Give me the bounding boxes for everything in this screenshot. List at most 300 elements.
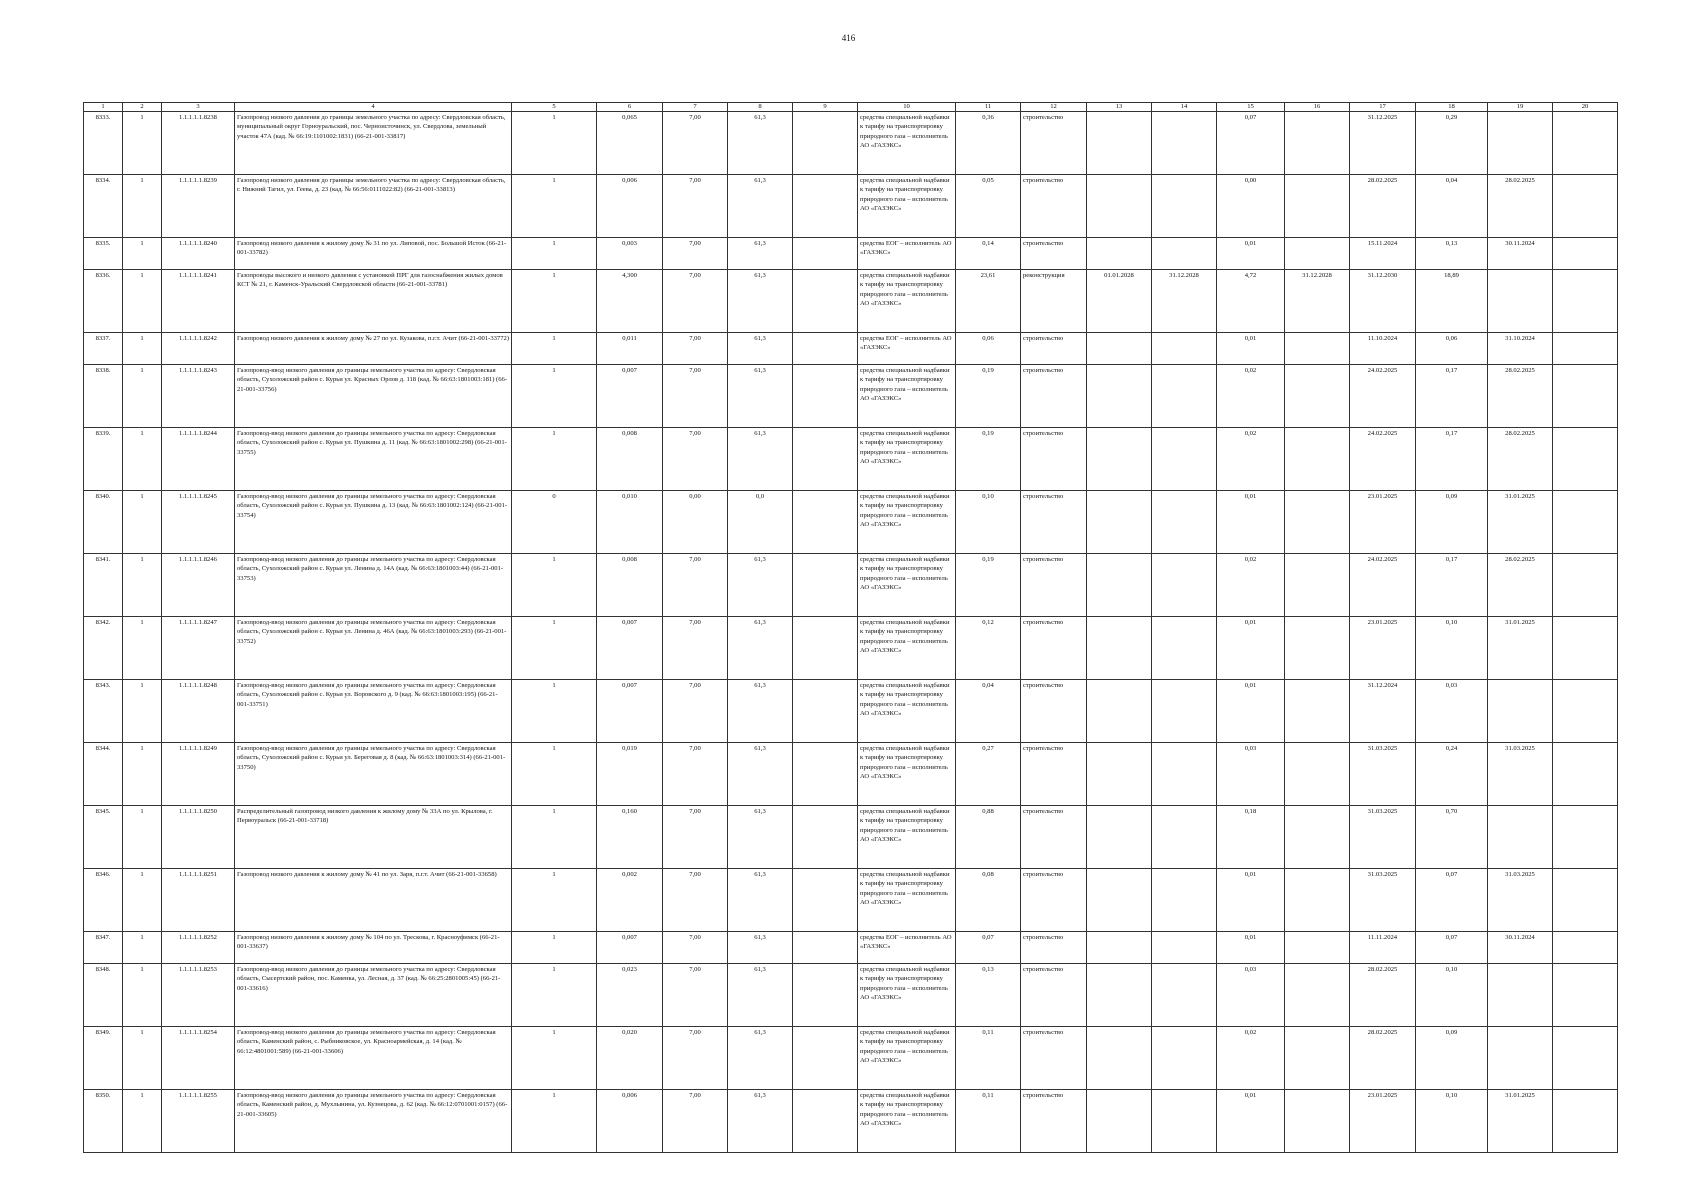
col-19: [1488, 964, 1553, 1027]
col-8: 61,3: [728, 270, 793, 333]
col-18: 0,03: [1416, 680, 1488, 743]
funding-source: средства специальной надбавки к тарифу на транспортировку природного газа – исполнитель АО «ГАЗЭКС»: [858, 806, 956, 869]
cost: 23,61: [956, 270, 1021, 333]
col-2: 1: [123, 428, 162, 491]
col-9: [793, 333, 858, 365]
work-type: строительство: [1021, 964, 1087, 1027]
col-19: [1488, 806, 1553, 869]
col-15: 0,02: [1217, 428, 1285, 491]
col-16: [1285, 333, 1350, 365]
cost: 0,19: [956, 365, 1021, 428]
table-row: [84, 112, 1618, 175]
row-number: 8348.: [84, 964, 123, 1027]
funding-source: средства специальной надбавки к тарифу на транспортировку природного газа – исполнитель АО «ГАЗЭКС»: [858, 743, 956, 806]
row-number: 8336.: [84, 270, 123, 333]
col-2: 1: [123, 554, 162, 617]
col-15: 0,02: [1217, 1027, 1285, 1090]
col-20: [1553, 932, 1618, 964]
col-16: [1285, 743, 1350, 806]
col-9: [793, 428, 858, 491]
col-2: 1: [123, 175, 162, 238]
start-date: [1087, 743, 1152, 806]
col-20: [1553, 112, 1618, 175]
col-5: 1: [512, 365, 597, 428]
table-row: [84, 617, 1618, 680]
object-code: 1.1.1.1.1.8255: [162, 1090, 235, 1153]
col-5: 0: [512, 491, 597, 554]
col-16: [1285, 1090, 1350, 1153]
col-18: 0,17: [1416, 554, 1488, 617]
start-date: [1087, 680, 1152, 743]
end-date: [1152, 1090, 1217, 1153]
end-date: [1152, 554, 1217, 617]
object-name: Газопровод-ввод низкого давления до границы земельного участка по адресу: Свердловская область, Сухоложский район с. Курьи ул. Береговая д. 8 (кад. № 66:63:1801003:314) (66-21-001-33750): [235, 743, 512, 806]
object-code: 1.1.1.1.1.8241: [162, 270, 235, 333]
work-type: строительство: [1021, 175, 1087, 238]
table-row: [84, 554, 1618, 617]
col-5: 1: [512, 869, 597, 932]
end-date: [1152, 743, 1217, 806]
row-number: 8349.: [84, 1027, 123, 1090]
col-18: 0,10: [1416, 617, 1488, 680]
col-2: 1: [123, 333, 162, 365]
commissioning-date: 23.01.2025: [1350, 617, 1416, 680]
col-8: 61,3: [728, 365, 793, 428]
pressure: 7,00: [663, 743, 728, 806]
col-19: [1488, 680, 1553, 743]
end-date: 31.12.2028: [1152, 270, 1217, 333]
col-16: [1285, 680, 1350, 743]
funding-source: средства специальной надбавки к тарифу на транспортировку природного газа – исполнитель АО «ГАЗЭКС»: [858, 491, 956, 554]
col-8: 61,3: [728, 1090, 793, 1153]
col-18: 0,06: [1416, 333, 1488, 365]
cost: 0,05: [956, 175, 1021, 238]
funding-source: средства специальной надбавки к тарифу на транспортировку природного газа – исполнитель АО «ГАЗЭКС»: [858, 680, 956, 743]
funding-source: средства специальной надбавки к тарифу на транспортировку природного газа – исполнитель АО «ГАЗЭКС»: [858, 554, 956, 617]
pressure: 7,00: [663, 869, 728, 932]
col-8: 61,3: [728, 428, 793, 491]
col-5: 1: [512, 743, 597, 806]
col-15: 0,01: [1217, 869, 1285, 932]
col-15: 0,01: [1217, 680, 1285, 743]
work-type: строительство: [1021, 806, 1087, 869]
cost: 0,11: [956, 1090, 1021, 1153]
length: 4,300: [597, 270, 663, 333]
object-code: 1.1.1.1.1.8253: [162, 964, 235, 1027]
table-row: [84, 1090, 1618, 1153]
col-16: [1285, 932, 1350, 964]
column-header: 2: [123, 103, 162, 112]
col-18: 0,10: [1416, 1090, 1488, 1153]
table-row: [84, 238, 1618, 270]
cost: 0,07: [956, 932, 1021, 964]
row-number: 8346.: [84, 869, 123, 932]
commissioning-date: 23.01.2025: [1350, 1090, 1416, 1153]
end-date: [1152, 806, 1217, 869]
col-18: 0,04: [1416, 175, 1488, 238]
object-code: 1.1.1.1.1.8251: [162, 869, 235, 932]
table-row: [84, 491, 1618, 554]
col-8: 61,3: [728, 743, 793, 806]
col-2: 1: [123, 932, 162, 964]
col-15: 4,72: [1217, 270, 1285, 333]
col-5: 1: [512, 333, 597, 365]
start-date: [1087, 365, 1152, 428]
col-5: 1: [512, 554, 597, 617]
col-5: 1: [512, 175, 597, 238]
object-code: 1.1.1.1.1.8250: [162, 806, 235, 869]
col-15: 0,02: [1217, 365, 1285, 428]
commissioning-date: 31.03.2025: [1350, 806, 1416, 869]
column-header: 12: [1021, 103, 1087, 112]
col-18: 0,13: [1416, 238, 1488, 270]
col-8: 61,3: [728, 238, 793, 270]
col-2: 1: [123, 365, 162, 428]
col-18: 18,89: [1416, 270, 1488, 333]
funding-source: средства специальной надбавки к тарифу на транспортировку природного газа – исполнитель АО «ГАЗЭКС»: [858, 270, 956, 333]
col-16: [1285, 869, 1350, 932]
funding-source: средства специальной надбавки к тарифу на транспортировку природного газа – исполнитель АО «ГАЗЭКС»: [858, 1090, 956, 1153]
pressure: 7,00: [663, 617, 728, 680]
col-5: 1: [512, 270, 597, 333]
object-code: 1.1.1.1.1.8239: [162, 175, 235, 238]
work-type: строительство: [1021, 869, 1087, 932]
work-type: строительство: [1021, 333, 1087, 365]
col-15: 0,00: [1217, 175, 1285, 238]
cost: 0,11: [956, 1027, 1021, 1090]
object-name: Газопроводы высокого и низкого давления с установкой ПРГ для газоснабжения жилых домов КСТ № 21, г. Каменск-Уральский Свердловской области (66-21-001-33781): [235, 270, 512, 333]
end-date: [1152, 428, 1217, 491]
length: 0,023: [597, 964, 663, 1027]
col-8: 61,3: [728, 806, 793, 869]
col-20: [1553, 333, 1618, 365]
col-16: [1285, 964, 1350, 1027]
col-9: [793, 743, 858, 806]
col-18: 0,09: [1416, 1027, 1488, 1090]
work-type: строительство: [1021, 365, 1087, 428]
table-body: [84, 112, 1618, 1153]
start-date: [1087, 806, 1152, 869]
pressure: 7,00: [663, 554, 728, 617]
col-8: 0,0: [728, 491, 793, 554]
end-date: [1152, 869, 1217, 932]
col-19: 30.11.2024: [1488, 932, 1553, 964]
col-15: 0,18: [1217, 806, 1285, 869]
col-9: [793, 175, 858, 238]
col-2: 1: [123, 806, 162, 869]
col-19: 31.01.2025: [1488, 491, 1553, 554]
end-date: [1152, 680, 1217, 743]
row-number: 8339.: [84, 428, 123, 491]
col-15: 0,03: [1217, 964, 1285, 1027]
length: 0,008: [597, 554, 663, 617]
col-2: 1: [123, 270, 162, 333]
col-15: 0,07: [1217, 112, 1285, 175]
col-8: 61,3: [728, 333, 793, 365]
commissioning-date: 11.11.2024: [1350, 932, 1416, 964]
col-9: [793, 491, 858, 554]
col-19: 28.02.2025: [1488, 365, 1553, 428]
funding-source: средства специальной надбавки к тарифу на транспортировку природного газа – исполнитель АО «ГАЗЭКС»: [858, 428, 956, 491]
column-header: 7: [663, 103, 728, 112]
col-2: 1: [123, 491, 162, 554]
col-15: 0,01: [1217, 1090, 1285, 1153]
object-code: 1.1.1.1.1.8243: [162, 365, 235, 428]
end-date: [1152, 175, 1217, 238]
col-8: 61,3: [728, 175, 793, 238]
col-18: 0,07: [1416, 869, 1488, 932]
table-row: [84, 932, 1618, 964]
col-2: 1: [123, 964, 162, 1027]
table-row: [84, 680, 1618, 743]
col-18: 0,70: [1416, 806, 1488, 869]
start-date: [1087, 1090, 1152, 1153]
col-5: 1: [512, 1090, 597, 1153]
col-8: 61,3: [728, 680, 793, 743]
commissioning-date: 31.03.2025: [1350, 869, 1416, 932]
object-name: Газопровод низкого давления к жилому дому № 41 по ул. Заря, п.г.т. Ачит (66-21-001-33658): [235, 869, 512, 932]
col-9: [793, 680, 858, 743]
col-16: [1285, 112, 1350, 175]
start-date: [1087, 617, 1152, 680]
end-date: [1152, 333, 1217, 365]
table-row: [84, 964, 1618, 1027]
row-number: 8345.: [84, 806, 123, 869]
pressure: 0,00: [663, 491, 728, 554]
col-2: 1: [123, 1027, 162, 1090]
commissioning-date: 24.02.2025: [1350, 554, 1416, 617]
table-row: [84, 428, 1618, 491]
column-header: 19: [1488, 103, 1553, 112]
object-code: 1.1.1.1.1.8238: [162, 112, 235, 175]
col-19: 28.02.2025: [1488, 428, 1553, 491]
column-header: 6: [597, 103, 663, 112]
length: 0,006: [597, 1090, 663, 1153]
row-number: 8342.: [84, 617, 123, 680]
col-9: [793, 617, 858, 680]
row-number: 8338.: [84, 365, 123, 428]
col-9: [793, 1027, 858, 1090]
col-19: 28.02.2025: [1488, 554, 1553, 617]
object-code: 1.1.1.1.1.8244: [162, 428, 235, 491]
col-19: 28.02.2025: [1488, 175, 1553, 238]
col-16: [1285, 365, 1350, 428]
length: 0,006: [597, 175, 663, 238]
col-19: [1488, 112, 1553, 175]
col-5: 1: [512, 806, 597, 869]
col-5: 1: [512, 680, 597, 743]
row-number: 8347.: [84, 932, 123, 964]
commissioning-date: 31.12.2030: [1350, 270, 1416, 333]
table-row: [84, 175, 1618, 238]
col-15: 0,01: [1217, 238, 1285, 270]
commissioning-date: 24.02.2025: [1350, 428, 1416, 491]
length: 0,007: [597, 365, 663, 428]
col-18: 0,17: [1416, 428, 1488, 491]
cost: 0,27: [956, 743, 1021, 806]
col-18: 0,07: [1416, 932, 1488, 964]
commissioning-date: 11.10.2024: [1350, 333, 1416, 365]
col-15: 0,01: [1217, 491, 1285, 554]
col-20: [1553, 554, 1618, 617]
end-date: [1152, 617, 1217, 680]
row-number: 8341.: [84, 554, 123, 617]
col-19: 31.03.2025: [1488, 869, 1553, 932]
cost: 0,14: [956, 238, 1021, 270]
col-19: [1488, 1027, 1553, 1090]
pressure: 7,00: [663, 428, 728, 491]
cost: 0,04: [956, 680, 1021, 743]
funding-source: средства ЕОГ – исполнитель АО «ГАЗЭКС»: [858, 932, 956, 964]
row-number: 8334.: [84, 175, 123, 238]
work-type: строительство: [1021, 932, 1087, 964]
start-date: [1087, 333, 1152, 365]
work-type: реконструкция: [1021, 270, 1087, 333]
pressure: 7,00: [663, 333, 728, 365]
col-2: 1: [123, 617, 162, 680]
object-name: Газопровод-ввод низкого давления до границы земельного участка по адресу: Свердловская область, Сухоложский район с. Курьи ул. Ленина д. 14А (кад. № 66:63:1801003:44) (66-21-001-33753): [235, 554, 512, 617]
col-20: [1553, 365, 1618, 428]
col-20: [1553, 1027, 1618, 1090]
length: 0,007: [597, 680, 663, 743]
start-date: [1087, 175, 1152, 238]
start-date: [1087, 491, 1152, 554]
col-16: [1285, 175, 1350, 238]
col-8: 61,3: [728, 617, 793, 680]
cost: 0,19: [956, 428, 1021, 491]
column-header: 5: [512, 103, 597, 112]
column-header: 14: [1152, 103, 1217, 112]
length: 0,160: [597, 806, 663, 869]
col-20: [1553, 869, 1618, 932]
commissioning-date: 15.11.2024: [1350, 238, 1416, 270]
pressure: 7,00: [663, 175, 728, 238]
start-date: [1087, 428, 1152, 491]
table-row: [84, 333, 1618, 365]
start-date: [1087, 932, 1152, 964]
column-header: 15: [1217, 103, 1285, 112]
pressure: 7,00: [663, 270, 728, 333]
col-9: [793, 806, 858, 869]
object-name: Распределительный газопровод низкого давления к жилому дому № 33А по ул. Крылова, г. Первоуральск (66-21-001-33718): [235, 806, 512, 869]
col-16: [1285, 1027, 1350, 1090]
length: 0,007: [597, 617, 663, 680]
end-date: [1152, 491, 1217, 554]
end-date: [1152, 238, 1217, 270]
length: 0,007: [597, 932, 663, 964]
col-20: [1553, 806, 1618, 869]
commissioning-date: 28.02.2025: [1350, 964, 1416, 1027]
funding-source: средства специальной надбавки к тарифу на транспортировку природного газа – исполнитель АО «ГАЗЭКС»: [858, 869, 956, 932]
column-header: 1: [84, 103, 123, 112]
column-header: 10: [858, 103, 956, 112]
object-code: 1.1.1.1.1.8254: [162, 1027, 235, 1090]
col-8: 61,3: [728, 964, 793, 1027]
col-20: [1553, 680, 1618, 743]
commissioning-date: 31.03.2025: [1350, 743, 1416, 806]
object-code: 1.1.1.1.1.8245: [162, 491, 235, 554]
object-code: 1.1.1.1.1.8247: [162, 617, 235, 680]
col-16: [1285, 428, 1350, 491]
pressure: 7,00: [663, 238, 728, 270]
col-20: [1553, 491, 1618, 554]
end-date: [1152, 932, 1217, 964]
col-19: 31.01.2025: [1488, 617, 1553, 680]
commissioning-date: 23.01.2025: [1350, 491, 1416, 554]
row-number: 8333.: [84, 112, 123, 175]
col-9: [793, 112, 858, 175]
investment-program-table: [83, 102, 1618, 1153]
row-number: 8335.: [84, 238, 123, 270]
col-19: 31.10.2024: [1488, 333, 1553, 365]
column-header: 18: [1416, 103, 1488, 112]
col-15: 0,01: [1217, 333, 1285, 365]
col-9: [793, 932, 858, 964]
object-name: Газопровод-ввод низкого давления до границы земельного участка по адресу: Свердловская область, Сухоложский район с. Курьи ул. Пушкина д. 13 (кад. № 66:63:1801002:124) (66-21-001-33754): [235, 491, 512, 554]
col-2: 1: [123, 1090, 162, 1153]
funding-source: средства специальной надбавки к тарифу на транспортировку природного газа – исполнитель АО «ГАЗЭКС»: [858, 1027, 956, 1090]
col-8: 61,3: [728, 112, 793, 175]
col-18: 0,24: [1416, 743, 1488, 806]
col-9: [793, 238, 858, 270]
page-number: 416: [841, 33, 856, 43]
col-20: [1553, 1090, 1618, 1153]
object-code: 1.1.1.1.1.8242: [162, 333, 235, 365]
commissioning-date: 28.02.2025: [1350, 175, 1416, 238]
commissioning-date: 31.12.2025: [1350, 112, 1416, 175]
col-2: 1: [123, 238, 162, 270]
col-18: 0,29: [1416, 112, 1488, 175]
funding-source: средства специальной надбавки к тарифу на транспортировку природного газа – исполнитель АО «ГАЗЭКС»: [858, 964, 956, 1027]
col-2: 1: [123, 743, 162, 806]
cost: 0,08: [956, 869, 1021, 932]
col-18: 0,09: [1416, 491, 1488, 554]
col-8: 61,3: [728, 869, 793, 932]
column-header: 17: [1350, 103, 1416, 112]
object-name: Газопровод низкого давления до границы земельного участка по адресу: Свердловская область, г. Нижний Тагил, ул. Геева, д. 23 (кад. № 66:56:0111022:82) (66-21-001-33813): [235, 175, 512, 238]
col-20: [1553, 238, 1618, 270]
col-16: [1285, 617, 1350, 680]
commissioning-date: 31.12.2024: [1350, 680, 1416, 743]
object-code: 1.1.1.1.1.8246: [162, 554, 235, 617]
start-date: [1087, 869, 1152, 932]
row-number: 8343.: [84, 680, 123, 743]
column-header: 9: [793, 103, 858, 112]
end-date: [1152, 1027, 1217, 1090]
table-row: [84, 270, 1618, 333]
col-9: [793, 1090, 858, 1153]
cost: 0,13: [956, 964, 1021, 1027]
col-5: 1: [512, 932, 597, 964]
col-16: [1285, 491, 1350, 554]
length: 0,008: [597, 428, 663, 491]
pressure: 7,00: [663, 964, 728, 1027]
length: 0,011: [597, 333, 663, 365]
pressure: 7,00: [663, 365, 728, 428]
col-2: 1: [123, 680, 162, 743]
col-19: 30.11.2024: [1488, 238, 1553, 270]
col-8: 61,3: [728, 1027, 793, 1090]
pressure: 7,00: [663, 112, 728, 175]
col-5: 1: [512, 428, 597, 491]
funding-source: средства специальной надбавки к тарифу на транспортировку природного газа – исполнитель АО «ГАЗЭКС»: [858, 617, 956, 680]
object-name: Газопровод низкого давления к жилому дому № 104 по ул. Трескова, г. Красноуфимск (66-21-001-33637): [235, 932, 512, 964]
work-type: строительство: [1021, 112, 1087, 175]
object-name: Газопровод-ввод низкого давления до границы земельного участка по адресу: Свердловская область, Сухоложский район с. Курьи ул. Пушкина д. 11 (кад. № 66:63:1801002:298) (66-21-001-33755): [235, 428, 512, 491]
length: 0,065: [597, 112, 663, 175]
col-18: 0,10: [1416, 964, 1488, 1027]
col-20: [1553, 617, 1618, 680]
